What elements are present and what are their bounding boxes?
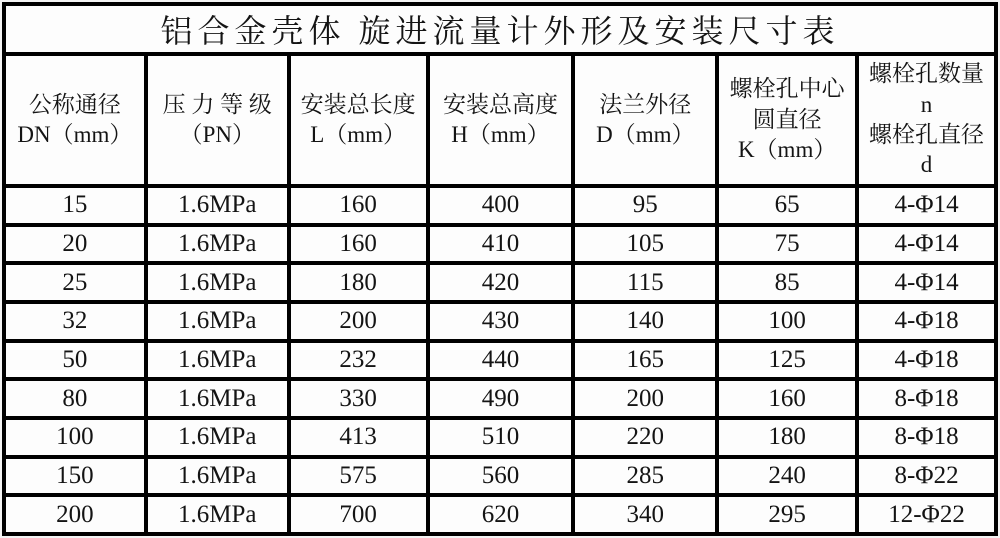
data-cell: 85 bbox=[717, 263, 857, 302]
data-cell: 180 bbox=[717, 418, 857, 457]
header-line: H（mm） bbox=[451, 122, 550, 147]
data-cell: 95 bbox=[573, 186, 717, 225]
data-cell: 8-Φ18 bbox=[857, 379, 996, 418]
table-row bbox=[4, 457, 996, 496]
data-cell: 1.6MPa bbox=[146, 341, 289, 380]
column-header-flange-outer-diameter bbox=[573, 54, 717, 186]
header-line: 圆直径 bbox=[752, 106, 822, 132]
data-cell: 20 bbox=[4, 225, 146, 264]
data-cell: 413 bbox=[289, 418, 428, 457]
data-cell: 240 bbox=[717, 457, 857, 496]
column-header-installation-total-height bbox=[428, 54, 574, 186]
data-cell: 105 bbox=[573, 225, 717, 264]
data-cell: 140 bbox=[573, 302, 717, 341]
data-cell: 180 bbox=[289, 263, 428, 302]
data-cell: 25 bbox=[4, 263, 146, 302]
data-cell: 50 bbox=[4, 341, 146, 380]
header-line: 螺栓孔中心 bbox=[729, 76, 845, 102]
data-cell: 1.6MPa bbox=[146, 457, 289, 496]
header-line: K（mm） bbox=[737, 137, 837, 163]
header-line: L（mm） bbox=[310, 122, 407, 147]
header-row bbox=[4, 54, 996, 186]
header-line: d bbox=[920, 152, 933, 178]
data-cell: 200 bbox=[4, 495, 146, 534]
header-line: 螺栓孔数量 bbox=[869, 61, 985, 87]
data-cell: 1.6MPa bbox=[146, 263, 289, 302]
data-cell: 560 bbox=[428, 457, 574, 496]
table-row bbox=[4, 341, 996, 380]
header-line: DN（mm） bbox=[17, 122, 133, 147]
data-cell: 400 bbox=[428, 186, 574, 225]
data-cell: 80 bbox=[4, 379, 146, 418]
table-row bbox=[4, 379, 996, 418]
data-cell: 4-Φ18 bbox=[857, 302, 996, 341]
header-line: 公称通径 bbox=[28, 91, 121, 117]
header-line: 安装总长度 bbox=[300, 91, 416, 117]
data-cell: 12-Φ22 bbox=[857, 495, 996, 534]
data-cell: 1.6MPa bbox=[146, 418, 289, 457]
data-cell: 1.6MPa bbox=[146, 379, 289, 418]
column-header-installation-total-length bbox=[289, 54, 428, 186]
data-cell: 340 bbox=[573, 495, 717, 534]
header-line: 安装总高度 bbox=[442, 91, 558, 117]
data-cell: 200 bbox=[289, 302, 428, 341]
column-header-nominal-diameter bbox=[4, 54, 146, 186]
data-cell: 4-Φ14 bbox=[857, 186, 996, 225]
data-cell: 75 bbox=[717, 225, 857, 264]
header-line: 压 力 等 级 bbox=[162, 91, 272, 117]
data-cell: 150 bbox=[4, 457, 146, 496]
table-row bbox=[4, 263, 996, 302]
data-cell: 232 bbox=[289, 341, 428, 380]
table-row bbox=[4, 418, 996, 457]
data-cell: 575 bbox=[289, 457, 428, 496]
header-line: 螺栓孔直径 bbox=[869, 122, 985, 147]
data-cell: 330 bbox=[289, 379, 428, 418]
data-cell: 8-Φ18 bbox=[857, 418, 996, 457]
data-cell: 620 bbox=[428, 495, 574, 534]
header-line: （PN） bbox=[179, 122, 255, 147]
title-row bbox=[4, 4, 996, 54]
data-cell: 4-Φ14 bbox=[857, 263, 996, 302]
data-cell: 160 bbox=[289, 186, 428, 225]
data-cell: 285 bbox=[573, 457, 717, 496]
data-cell: 100 bbox=[4, 418, 146, 457]
data-cell: 200 bbox=[573, 379, 717, 418]
data-cell: 1.6MPa bbox=[146, 186, 289, 225]
data-cell: 8-Φ22 bbox=[857, 457, 996, 496]
data-cell: 65 bbox=[717, 186, 857, 225]
table-title: 铝合金壳体 旋进流量计外形及安装尺寸表 bbox=[4, 4, 996, 54]
data-cell: 125 bbox=[717, 341, 857, 380]
data-cell: 15 bbox=[4, 186, 146, 225]
data-cell: 165 bbox=[573, 341, 717, 380]
header-line: n bbox=[920, 91, 933, 117]
data-cell: 410 bbox=[428, 225, 574, 264]
data-cell: 440 bbox=[428, 341, 574, 380]
header-line: 法兰外径 bbox=[599, 91, 692, 117]
table-row bbox=[4, 225, 996, 264]
column-header-bolt-circle-diameter bbox=[717, 54, 857, 186]
data-cell: 700 bbox=[289, 495, 428, 534]
data-cell: 295 bbox=[717, 495, 857, 534]
data-cell: 4-Φ14 bbox=[857, 225, 996, 264]
column-header-pressure-rating bbox=[146, 54, 289, 186]
data-cell: 160 bbox=[289, 225, 428, 264]
data-cell: 1.6MPa bbox=[146, 225, 289, 264]
data-cell: 420 bbox=[428, 263, 574, 302]
data-cell: 100 bbox=[717, 302, 857, 341]
data-cell: 430 bbox=[428, 302, 574, 341]
data-cell: 160 bbox=[717, 379, 857, 418]
column-header-bolt-hole-count-diameter bbox=[857, 54, 996, 186]
table-row bbox=[4, 302, 996, 341]
header-line: D（mm） bbox=[596, 122, 695, 147]
data-cell: 1.6MPa bbox=[146, 495, 289, 534]
data-cell: 510 bbox=[428, 418, 574, 457]
data-cell: 1.6MPa bbox=[146, 302, 289, 341]
data-cell: 32 bbox=[4, 302, 146, 341]
dimension-spec-table bbox=[2, 2, 998, 536]
table-row bbox=[4, 186, 996, 225]
data-cell: 220 bbox=[573, 418, 717, 457]
data-cell: 115 bbox=[573, 263, 717, 302]
table-row bbox=[4, 495, 996, 534]
table-body bbox=[4, 186, 996, 534]
data-cell: 490 bbox=[428, 379, 574, 418]
data-cell: 4-Φ18 bbox=[857, 341, 996, 380]
